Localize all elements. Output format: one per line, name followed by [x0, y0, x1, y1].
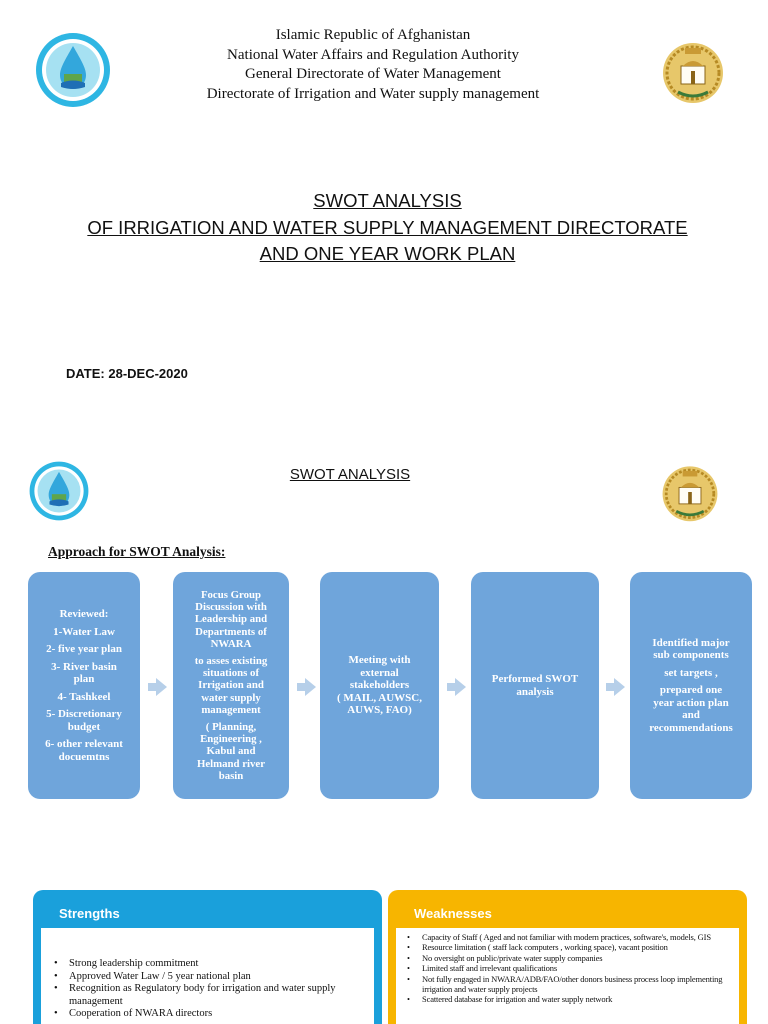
presentation-title — [40, 188, 735, 268]
step-text: 4- Tashkeel — [57, 690, 111, 703]
presentation-date: DATE: 28-DEC-2020 — [66, 366, 188, 381]
header-line: National Water Affairs and Regulation Authority — [227, 46, 519, 63]
list-item: • Cooperation of NWARA directors — [47, 1008, 368, 1021]
list-item: • Capacity of Staff ( Aged and not familiar with modern practices, software's, models, GIS — [400, 932, 737, 942]
list-item: • No oversight on public/private water supply companies — [400, 953, 737, 963]
list-item: • Limited staff and irrelevant qualifications — [400, 963, 737, 973]
strengths-list — [47, 958, 368, 1021]
afghanistan-emblem-icon — [658, 36, 728, 106]
step-text: AUWS, FAO) — [347, 704, 412, 717]
step-text: Reviewed: — [59, 608, 109, 620]
step-text: year action plan — [653, 696, 729, 709]
title-line: AND ONE YEAR WORK PLAN — [259, 243, 516, 264]
step-text: 5- Discretionary — [46, 708, 122, 720]
step-text: and — [682, 709, 700, 722]
step-text: Discussion with — [195, 601, 267, 614]
nwara-logo-icon — [28, 460, 90, 522]
list-item: • Scattered database for irrigation and water supply network — [400, 994, 737, 1004]
step-text: Focus Group — [200, 588, 262, 601]
step-text: basin — [218, 769, 244, 782]
step-text: Meeting with — [348, 654, 411, 667]
nwara-logo-icon — [34, 31, 112, 109]
weaknesses-body — [396, 928, 739, 1024]
step-text: plan — [73, 673, 95, 685]
approach-heading: Approach for SWOT Analysis: — [48, 544, 226, 559]
step-text: set targets , — [664, 666, 718, 679]
step-text: analysis — [516, 685, 554, 698]
header-line: Directorate of Irrigation and Water supply management — [206, 85, 540, 102]
section-title: SWOT ANALYSIS — [289, 466, 411, 483]
step-text: management — [201, 703, 261, 716]
title-line: SWOT ANALYSIS — [313, 190, 462, 211]
flow-arrow-icon — [156, 678, 167, 696]
step-text: Departments of — [195, 625, 267, 638]
title-line: OF IRRIGATION AND WATER SUPPLY MANAGEMENT DIRECTORATE — [87, 216, 688, 238]
weaknesses-heading: Weaknesses — [414, 906, 492, 921]
header-line: Islamic Republic of Afghanistan — [275, 27, 471, 43]
step-text: Performed SWOT — [491, 673, 579, 685]
flow-step-performed-swot — [471, 572, 599, 799]
step-text: NWARA — [210, 637, 252, 650]
swot-slide — [0, 430, 768, 1024]
step-text: docuemtns — [58, 750, 110, 763]
step-text: to asses existing — [194, 654, 268, 667]
step-text: Helmand river — [196, 757, 266, 770]
step-text: situations of — [202, 667, 260, 680]
step-text: Kabul and — [206, 745, 256, 758]
step-text: Identified major — [652, 636, 730, 649]
step-text: recommendations — [649, 721, 733, 734]
step-text: external — [360, 666, 399, 679]
step-text: ( MAIL, AUWSC, — [337, 691, 422, 704]
flow-step-focus-group — [173, 572, 289, 799]
step-text: Leadership and — [194, 613, 268, 626]
step-text: prepared one — [659, 684, 723, 697]
step-text: 1-Water Law — [53, 625, 115, 638]
step-text: 3- River basin — [51, 660, 117, 673]
list-item: • Recognition as Regulatory body for irrigation and water supply management — [47, 983, 368, 1008]
step-text: 6- other relevant — [45, 738, 123, 750]
step-text: ( Planning, — [205, 721, 257, 733]
flow-step-identified — [630, 572, 752, 799]
weaknesses-panel — [388, 890, 747, 1024]
step-text: water supply — [201, 691, 261, 704]
strengths-body — [41, 928, 374, 1024]
organization-header — [150, 26, 596, 104]
strengths-panel — [33, 890, 382, 1024]
flow-arrow-icon — [455, 678, 466, 696]
step-text: sub components — [653, 649, 729, 662]
header-line: General Directorate of Water Management — [245, 66, 501, 82]
list-item: • Not fully engaged in NWARA/ADB/FAO/other donors business process loop implementing irrigation and water supply projects — [400, 974, 737, 995]
weaknesses-list — [400, 932, 737, 1005]
title-slide — [0, 0, 768, 430]
step-text: 2- five year plan — [46, 643, 122, 655]
flow-step-meeting — [320, 572, 439, 799]
afghanistan-emblem-icon — [658, 460, 722, 524]
step-text: budget — [67, 720, 101, 733]
flow-arrow-icon — [305, 678, 316, 696]
list-item: • Resource limitation ( staff lack computers , working space), vacant position — [400, 942, 737, 952]
step-text: stakeholders — [349, 679, 410, 692]
strengths-heading: Strengths — [59, 906, 120, 921]
list-item: • Approved Water Law / 5 year national plan — [47, 971, 368, 984]
flow-arrow-icon — [614, 678, 625, 696]
step-text: Irrigation and — [198, 679, 264, 692]
flow-step-reviewed — [28, 572, 140, 799]
list-item: • Strong leadership commitment — [47, 958, 368, 971]
step-text: Engineering , — [200, 733, 262, 746]
